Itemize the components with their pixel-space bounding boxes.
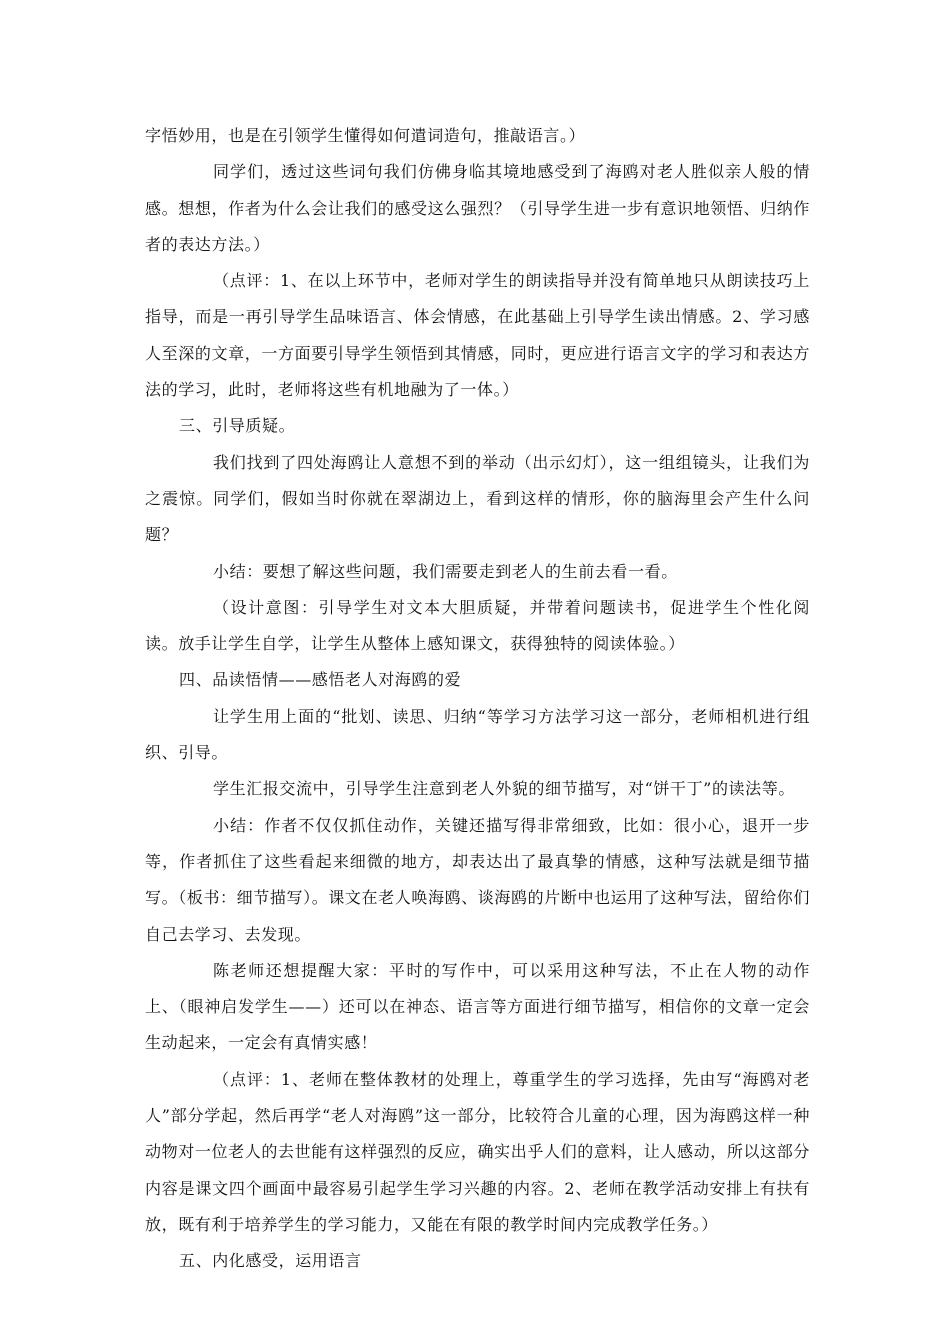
paragraph-question-expression: 同学们，透过这些词句我们仿佛身临其境地感受到了海鸥对老人胜似亲人般的情感。想想，作者为什么会让我们的感受这么强烈？（引导学生进一步有意识地领悟、归纳作者的表达方法。） bbox=[145, 162, 810, 254]
paragraph-summary-2: 小结：作者不仅仅抓住动作，关键还描写得非常细致，比如：很小心，退开一步等，作者抓住了这些看起来细微的地方，却表达出了最真挚的情感，这种写法就是细节描写。（板书：细节描写）。课文在老人唤海鸥、谈海鸥的片断中也运用了这种写法，留给你们自己去学习、去发现。 bbox=[145, 815, 810, 944]
section-heading-3: 三、引导质疑。 bbox=[179, 416, 296, 436]
section-heading-5: 五、内化感受，运用语言 bbox=[179, 1251, 362, 1271]
paragraph-teacher-reminder: 陈老师还想提醒大家：平时的写作中，可以采用这种写法，不止在人物的动作上、（眼神启发学生——）还可以在神态、语言等方面进行细节描写，相信你的文章一定会生动起来，一定会有真情实感！ bbox=[145, 960, 810, 1053]
paragraph-comment-teaching: （点评：1、老师在整体教材的处理上，尊重学生的学习选择，先由写“海鸥对老人”部分学起，然后再学“老人对海鸥”这一部分，比较符合儿童的心理，因为海鸥这样一种动物对一位老人的去世能有这样强烈的反应，确实出乎人们的意料，让人感动，所以这部分内容是课文四个画面中最容易引起学生学习兴趣的内容。2、老师在教学活动安排上有扶有放，既有利于培养学生的学习能力，又能在有限的教学时间内完成教学任务。） bbox=[145, 1069, 810, 1234]
document-body bbox=[145, 118, 810, 1280]
paragraph-study-method: 让学生用上面的“批划、读思、归纳“等学习方法学习这一部分，老师相机进行组织、引导。 bbox=[145, 706, 810, 763]
paragraph-seagull-actions: 我们找到了四处海鸥让人意想不到的举动（出示幻灯），这一组组镜头，让我们为之震惊。同学们，假如当时你就在翠湖边上，看到这样的情形，你的脑海里会产生什么问题？ bbox=[145, 452, 810, 545]
paragraph-student-report: 学生汇报交流中，引导学生注意到老人外貌的细节描写，对“饼干丁”的读法等。 bbox=[213, 779, 795, 799]
section-heading-4: 四、品读悟情——感悟老人对海鸥的爱 bbox=[179, 670, 462, 690]
paragraph-comment-reading: （点评：1、在以上环节中，老师对学生的朗读指导并没有简单地只从朗读技巧上指导，而是一再引导学生品味语言、体会情感，在此基础上引导学生读出情感。2、学习感人至深的文章，一方面要引导学生领悟到其情感，同时，更应进行语言文字的学习和表达方法的学习，此时，老师将这些有机地融为了一体。） bbox=[145, 271, 810, 400]
paragraph-continuation: 字悟妙用，也是在引领学生懂得如何遣词造句，推敲语言。） bbox=[145, 126, 586, 145]
paragraph-design-intent: （设计意图：引导学生对文本大胆质疑，并带着问题读书，促进学生个性化阅读。放手让学生自学，让学生从整体上感知课文，获得独特的阅读体验。） bbox=[145, 597, 810, 654]
paragraph-summary-1: 小结：要想了解这些问题，我们需要走到老人的生前去看一看。 bbox=[213, 561, 678, 581]
